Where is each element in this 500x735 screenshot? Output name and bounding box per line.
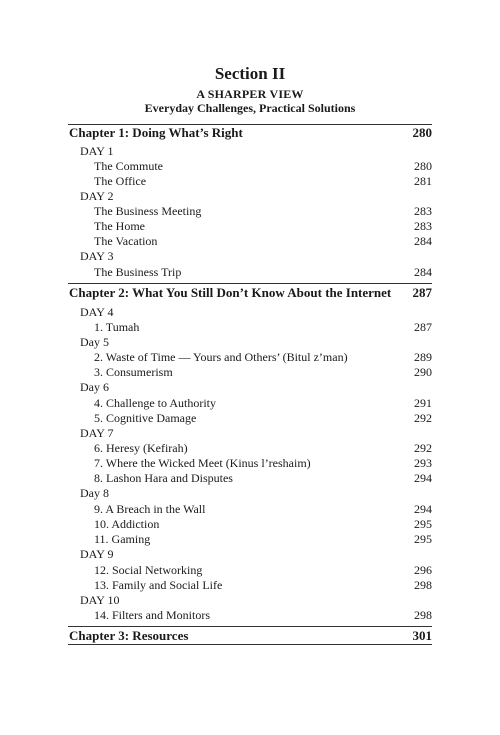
entry-title: 12. Social Networking	[94, 563, 203, 577]
entry-page-number: 283	[414, 219, 432, 233]
entry-page-number: 294	[414, 471, 432, 485]
entry-title: The Business Trip	[94, 265, 182, 279]
chapter-title: Chapter 1: Doing What’s Right	[69, 125, 243, 140]
chapter-heading[interactable]	[69, 285, 432, 301]
toc-entry[interactable]	[94, 159, 432, 174]
toc-entry[interactable]	[94, 608, 432, 623]
entry-page-number: 291	[414, 396, 432, 410]
toc-entry[interactable]	[94, 411, 432, 426]
section-subtitle: A SHARPER VIEW	[196, 87, 304, 101]
entry-title: 5. Cognitive Damage	[94, 411, 197, 425]
toc-entry[interactable]	[94, 456, 432, 471]
entry-title: 7. Where the Wicked Meet (Kinus l’reshaim)	[94, 456, 311, 470]
entry-title: 11. Gaming	[94, 532, 151, 546]
section-title: Section II	[214, 64, 286, 83]
chapter-underline	[68, 644, 432, 645]
entry-title: The Business Meeting	[94, 204, 202, 218]
chapter-divider	[68, 626, 432, 627]
entry-title: 2. Waste of Time — Yours and Others’ (Bitul z’man)	[94, 350, 348, 364]
entry-page-number: 295	[414, 517, 432, 531]
day-label: DAY 10	[80, 593, 120, 607]
entry-page-number: 292	[414, 441, 432, 455]
entry-page-number: 290	[414, 365, 432, 379]
chapter-page-number: 301	[412, 628, 432, 643]
entry-title: The Commute	[94, 159, 163, 173]
day-label: Day 6	[80, 380, 109, 394]
entry-page-number: 287	[414, 320, 432, 334]
chapter-divider	[68, 283, 432, 284]
toc-entry[interactable]	[94, 578, 432, 593]
day-label: DAY 4	[80, 305, 114, 319]
entry-page-number: 284	[414, 234, 432, 248]
entry-page-number: 293	[414, 456, 432, 470]
toc-entry[interactable]	[94, 320, 432, 335]
day-label: DAY 7	[80, 426, 114, 440]
toc-entry[interactable]	[94, 350, 432, 365]
day-label: DAY 2	[80, 189, 114, 203]
toc-entry[interactable]	[94, 471, 432, 486]
entry-title: 4. Challenge to Authority	[94, 396, 216, 410]
toc-entry[interactable]	[94, 234, 432, 249]
entry-page-number: 283	[414, 204, 432, 218]
entry-title: 14. Filters and Monitors	[94, 608, 210, 622]
entry-page-number: 281	[414, 174, 432, 188]
chapter-heading[interactable]	[69, 125, 432, 141]
entry-page-number: 294	[414, 502, 432, 516]
entry-title: The Home	[94, 219, 145, 233]
chapter-title: Chapter 2: What You Still Don’t Know About the Internet	[69, 285, 392, 300]
entry-title: The Office	[94, 174, 147, 188]
entry-page-number: 298	[414, 608, 432, 622]
toc-entry[interactable]	[94, 532, 432, 547]
day-label: DAY 3	[80, 249, 114, 263]
day-label: DAY 1	[80, 144, 114, 158]
entry-page-number: 280	[414, 159, 432, 173]
toc-entry[interactable]	[94, 204, 432, 219]
chapter-title: Chapter 3: Resources	[69, 628, 189, 643]
entry-page-number: 296	[414, 563, 432, 577]
toc-entry[interactable]	[94, 365, 432, 380]
toc-entry[interactable]	[94, 441, 432, 456]
entry-title: The Vacation	[94, 234, 158, 248]
entry-title: 9. A Breach in the Wall	[94, 502, 206, 516]
entry-title: 8. Lashon Hara and Disputes	[94, 471, 233, 485]
toc-entry[interactable]	[94, 174, 432, 189]
entry-title: 6. Heresy (Kefirah)	[94, 441, 188, 455]
toc-entry[interactable]	[94, 563, 432, 578]
entry-page-number: 284	[414, 265, 432, 279]
entry-page-number: 298	[414, 578, 432, 592]
day-label: DAY 9	[80, 547, 114, 561]
toc-entry[interactable]	[94, 219, 432, 234]
chapter-page-number: 280	[412, 125, 432, 140]
entry-title: 3. Consumerism	[94, 365, 173, 379]
day-label: Day 8	[80, 486, 109, 500]
entry-title: 13. Family and Social Life	[94, 578, 223, 592]
section-tagline: Everyday Challenges, Practical Solutions	[144, 101, 356, 115]
entry-title: 1. Tumah	[94, 320, 140, 334]
toc-entry[interactable]	[94, 517, 432, 532]
toc-entry[interactable]	[94, 502, 432, 517]
entry-page-number: 289	[414, 350, 432, 364]
toc-entry[interactable]	[94, 265, 432, 280]
entry-title: 10. Addiction	[94, 517, 160, 531]
chapter-heading[interactable]	[69, 628, 432, 644]
toc-entry[interactable]	[94, 396, 432, 411]
entry-page-number: 295	[414, 532, 432, 546]
chapter-page-number: 287	[412, 285, 432, 300]
day-label: Day 5	[80, 335, 109, 349]
entry-page-number: 292	[414, 411, 432, 425]
